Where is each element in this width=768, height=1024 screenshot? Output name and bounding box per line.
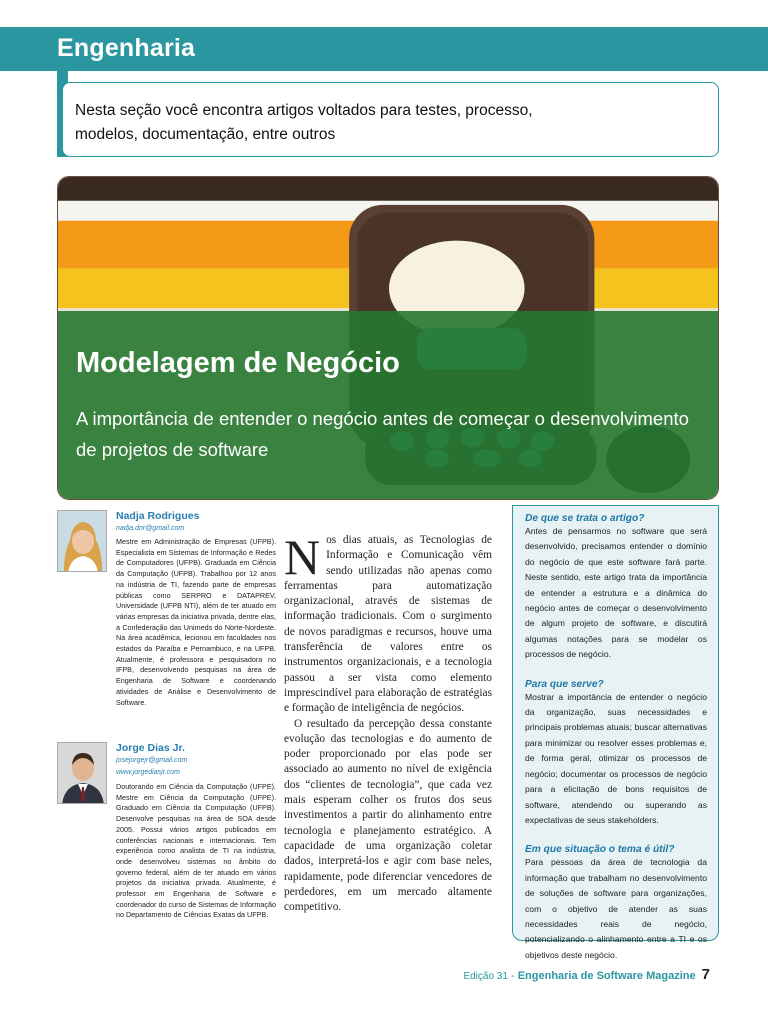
- page-footer: [463, 966, 710, 983]
- article-title: Modelagem de Negócio: [76, 347, 400, 379]
- author-avatar-jorge: [58, 743, 107, 804]
- footer-page-number: 7: [701, 966, 710, 983]
- section-description-box: [62, 82, 719, 157]
- article-subtitle-line-2: de projetos de software: [76, 439, 269, 460]
- article-paragraph-1-text: os dias atuais, as Tecnologias de Informação e Comunicação vêm sendo utilizadas não apenas como ferramentas para automatização organizacional, através de sistemas de informação tradicionais. Com o surgimento de novos paradigmas e recursos, houve uma transferência de valores entre os instrumentos organizacionais, e a tecnologia passou a ser vista como elemento imprescindível para elaboração de estratégias e formação de inteligência de negócios.: [284, 534, 492, 715]
- author-photo-nadja: [57, 510, 107, 572]
- summary-question-1: De que se trata o artigo?: [525, 513, 645, 524]
- author-email-jorge[interactable]: josejorgejr@gmail.com: [116, 757, 188, 764]
- author-email-nadja[interactable]: nadja.dnr@gmail.com: [116, 525, 185, 532]
- section-description-line-2: modelos, documentação, entre outros: [75, 126, 336, 143]
- article-paragraph-2: O resultado da percepção dessa constante evolução das tecnologias e do aumento de poder proporcionado por elas pode ser associado ao aumento no nível de exigência dos “clientes de tecnologia”, que cada vez mais esperam colher os frutos dos seus investimentos a partir do alinhamento entre tecnologia e planejamento estratégico. A capacidade de uma organização coletar dados, interpretá-los e agir com base neles, rapidamente, pode diferenciar vencedores de perdedores, em um mercado altamente competitivo.: [284, 717, 492, 914]
- summary-question-2: Para que serve?: [525, 678, 604, 690]
- hero-banner: [57, 176, 719, 500]
- footer-magazine-name: Engenharia de Software Magazine: [517, 970, 696, 982]
- footer-edition: Edição 31: [463, 971, 508, 982]
- article-subtitle: [76, 403, 696, 465]
- author-nadja: [57, 510, 277, 740]
- author-website-jorge[interactable]: www.jorgediasjr.com: [116, 769, 180, 776]
- author-jorge: [57, 742, 277, 962]
- section-description-line-1: Nesta seção você encontra artigos voltados para testes, processo,: [75, 102, 533, 119]
- author-photo-jorge: [57, 742, 107, 804]
- drop-cap: N: [284, 529, 321, 585]
- summary-answer-2: Mostrar a importância de entender o negócio da organização, suas necessidades e principais problemas atuais; buscar alternativas para minimizar ou resolver esses problemas e, de forma geral, otimizar os processos de negócio; documentar os processos de negócio para a elicitação de bons requisitos de software, atendendo ou superando as expectativas de seus stakeholders.: [525, 691, 707, 825]
- footer-separator: -: [510, 970, 515, 982]
- author-name-jorge: Jorge Dias Jr.: [116, 742, 185, 754]
- author-avatar-nadja: [58, 511, 107, 572]
- authors-column: [57, 510, 277, 920]
- author-name-nadja: Nadja Rodrigues: [116, 510, 200, 522]
- article-paragraph-1: [284, 529, 492, 717]
- article-summary-box: [512, 505, 719, 960]
- section-title: Engenharia: [57, 34, 196, 62]
- summary-question-3: Em que situação o tema é útil?: [525, 844, 675, 856]
- summary-answer-1: Antes de pensarmos no software que será desenvolvido, precisamos entender o domínio do negócio de que este software fará parte. Neste sentido, este artigo trata da importância de entender a estrutura e a dinâmica do negócio antes de começar o desenvolvimento de algum projeto de software, e discutirá algumas notações para se modelar os processos de negócio.: [525, 526, 707, 660]
- article-subtitle-line-1: A importância de entender o negócio antes de começar o desenvolvimento: [76, 408, 689, 429]
- author-bio-nadja: Mestre em Administração de Empresas (UFPB). Especialista em Sistemas de Informação e Redes de Computadores (UFPB). Graduada em Ciência da Computação (UFPB). Trabalhou por 12 anos na indústria de TI, fazendo parte de empresas públicas como SERPRO e DATAPREV, Universidade (UFPB NTI), além de ter atuado em várias empresas da iniciativa privada, dentre elas, a Confederação das Unimeds do Norte-Nordeste. Na área acadêmica, lecionou em faculdades nos estados da Paraíba e Pernambuco, e na UFPB. Atualmente, é professora e pesquisadora no IFPB, desenvolvendo pesquisas na área de Engenharia de Software e coordenando atividades de Análise e Desenvolvimento de Software.: [116, 537, 276, 707]
- summary-answer-3: Para pessoas da área de tecnologia da informação que trabalham no desenvolvimento de soluções de software para organizações, com o objetivo de atender as suas necessidades reais de negócio, potencializando o alinhamento entre a TI e os objetivos deste negócio.: [525, 857, 707, 960]
- article-body: [284, 529, 492, 915]
- author-bio-jorge: Doutorando em Ciência da Computação (UFPE). Mestre em Ciência da Computação (UFPE). Graduado em Ciência da Computação (UFPB). Desenvolve pesquisas na área de SOA desde 2005. Possui vários artigos publicados em conferências nacionais e internacionais. Tem experiência como analista de TI na indústria, onde desenvolveu sistemas no âmbito do governo federal, além de ter atuado em vários projetos da iniciativa privada. Atualmente, é professor em Engenharia de Software e coordenador do curso de Sistemas de Informação no Departamento de Ciências Exatas da UFPB.: [116, 782, 276, 920]
